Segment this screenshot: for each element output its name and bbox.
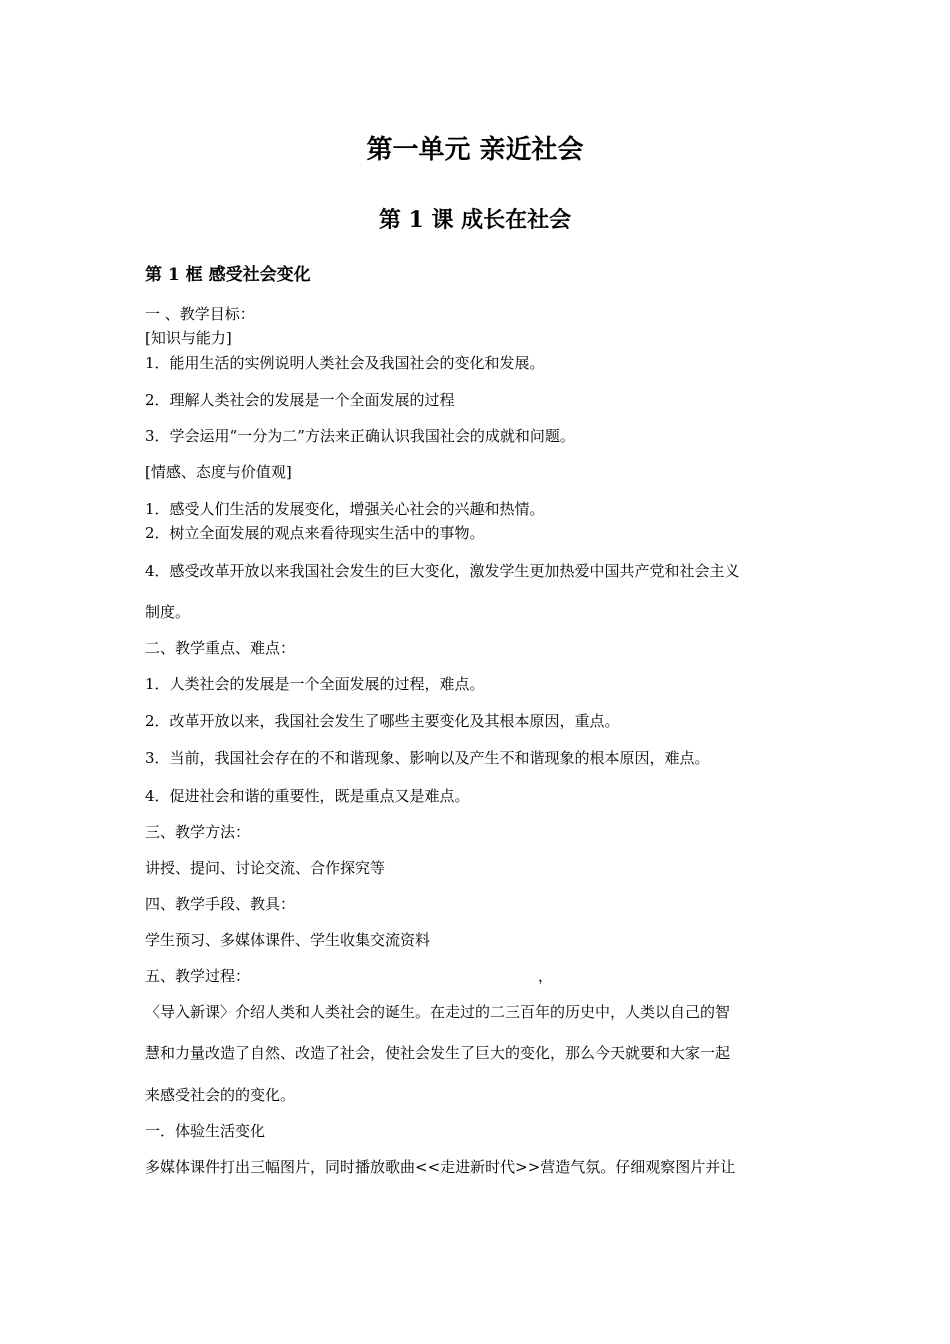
section-title: 第 1 框 感受社会变化: [145, 265, 311, 285]
attitude-item: 2．树立全面发展的观点来看待现实生活中的事物。: [145, 524, 485, 542]
knowledge-item: 3．学会运用“一分为二”方法来正确认识我国社会的成就和问题。: [145, 427, 575, 445]
focus-item: 4．促进社会和谐的重要性，既是重点又是难点。: [145, 787, 470, 805]
intro-line: 来感受社会的的变化。: [145, 1086, 296, 1104]
intro-line: 〈导入新课〉介绍人类和人类社会的诞生。在走过的二三百年的历史中，人类以自己的智: [145, 1003, 731, 1021]
focus-heading: 二、教学重点、难点：: [145, 639, 296, 657]
knowledge-item: 2．理解人类社会的发展是一个全面发展的过程: [145, 391, 455, 409]
knowledge-item: 1．能用生活的实例说明人类社会及我国社会的变化和发展。: [145, 354, 545, 372]
attitude-item: 4．感受改革开放以来我国社会发生的巨大变化，激发学生更加热爱中国共产党和社会主义: [145, 562, 740, 580]
attitude-item-continued: 制度。: [145, 603, 191, 621]
process-heading: 五、教学过程：: [145, 967, 251, 985]
intro-line: 慧和力量改造了自然、改造了社会，使社会发生了巨大的变化，那么今天就要和大家一起: [145, 1044, 731, 1062]
objectives-heading: 一 、教学目标：: [145, 305, 255, 323]
unit-title: 第一单元 亲近社会: [366, 135, 584, 165]
method-heading: 三、教学方法：: [145, 823, 251, 841]
attitude-heading: [情感、态度与价值观]: [145, 463, 292, 481]
focus-item: 3．当前，我国社会存在的不和谐现象、影响以及产生不和谐现象的根本原因，难点。: [145, 749, 710, 767]
part1-text: 多媒体课件打出三幅图片，同时播放歌曲<<走进新时代>>营造气氛。仔细观察图片并让: [145, 1158, 736, 1176]
part1-heading: 一．体验生活变化: [145, 1122, 266, 1140]
focus-item: 1．人类社会的发展是一个全面发展的过程，难点。: [145, 675, 485, 693]
tools-text: 学生预习、多媒体课件、学生收集交流资料: [145, 931, 431, 949]
tools-heading: 四、教学手段、教具：: [145, 895, 296, 913]
lesson-title: 第 1 课 成长在社会: [378, 207, 572, 233]
stray-comma: ，: [538, 967, 554, 985]
knowledge-heading: [知识与能力]: [145, 329, 232, 347]
focus-item: 2．改革开放以来，我国社会发生了哪些主要变化及其根本原因，重点。: [145, 712, 620, 730]
method-text: 讲授、提问、讨论交流、合作探究等: [145, 859, 386, 877]
attitude-item: 1．感受人们生活的发展变化，增强关心社会的兴趣和热情。: [145, 500, 545, 518]
